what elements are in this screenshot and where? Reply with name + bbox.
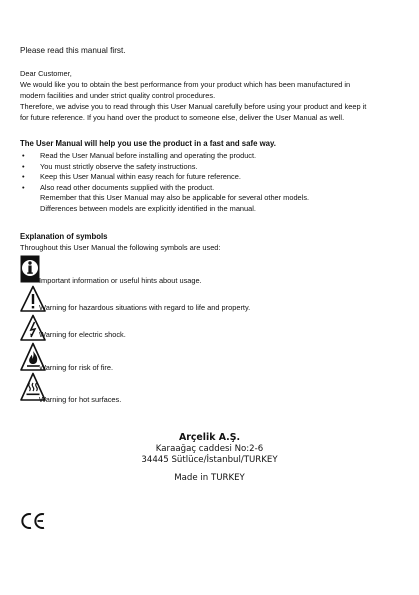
bullet-text: Read the User Manual before installing and operating the product.	[40, 151, 257, 160]
made-in-label: Made in TURKEY	[174, 472, 245, 483]
symbols-intro-text: Throughout this User Manual the following symbols are used:	[20, 243, 221, 252]
symbol-label: Important information or useful hints about usage.	[39, 276, 202, 285]
symbol-label: Warning for electric shock.	[39, 330, 126, 339]
manufacturer-address	[0, 432, 419, 484]
symbols-intro	[20, 242, 402, 253]
symbol-label: Warning for hot surfaces.	[39, 395, 122, 404]
bullet-continuation: Remember that this User Manual may also be applicable for several other models.	[40, 193, 310, 203]
bullet-continuation: Differences between models are explicitly identified in the manual.	[40, 203, 256, 213]
bullet-item	[20, 172, 309, 183]
greeting-line: for future reference. If you hand over the product to someone else, deliver the User Manual as well.	[20, 113, 345, 122]
info-icon	[20, 255, 40, 283]
symbol-label: Warning for risk of fire.	[39, 363, 114, 372]
greeting-line: modern facilities and under strict quality control procedures.	[20, 91, 216, 100]
ce-mark	[20, 512, 46, 535]
bullet-item	[20, 162, 309, 173]
bullet-text: You must strictly observe the safety instructions.	[40, 161, 198, 171]
greeting-line: Therefore, we advise you to read through this User Manual carefully before using your product and keep it	[20, 102, 367, 111]
bullet-dot-icon: •	[22, 161, 25, 171]
greeting-salutation: Dear Customer,	[20, 69, 72, 78]
bullet-item	[20, 151, 309, 162]
symbol-label: Warning for hazardous situations with regard to life and property.	[39, 303, 251, 312]
bullet-text: Keep this User Manual within easy reach for future reference.	[40, 172, 241, 182]
usage-bullet-list	[20, 151, 309, 215]
bullet-dot-icon: •	[22, 172, 25, 182]
company-street: Karaağaç caddesi No:2-6	[155, 443, 264, 454]
company-city: 34445 Sütlüce/İstanbul/TURKEY	[141, 455, 278, 465]
bullet-text: Also read other documents supplied with the product.	[40, 182, 215, 192]
usage-heading: The User Manual will help you use the product in a fast and safe way.	[20, 139, 276, 148]
bullet-dot-icon: •	[22, 151, 25, 160]
company-name: Arçelik A.Ş.	[178, 432, 241, 443]
greeting-line: We would like you to obtain the best performance from your product which has been manufactured in	[20, 80, 351, 89]
ce-mark-icon	[20, 512, 46, 530]
bullet-dot-icon: •	[22, 182, 25, 192]
bullet-item	[20, 183, 309, 194]
greeting-paragraph	[20, 68, 402, 123]
symbols-heading: Explanation of symbols	[20, 232, 108, 241]
intro-line: Please read this manual first.	[20, 46, 126, 55]
